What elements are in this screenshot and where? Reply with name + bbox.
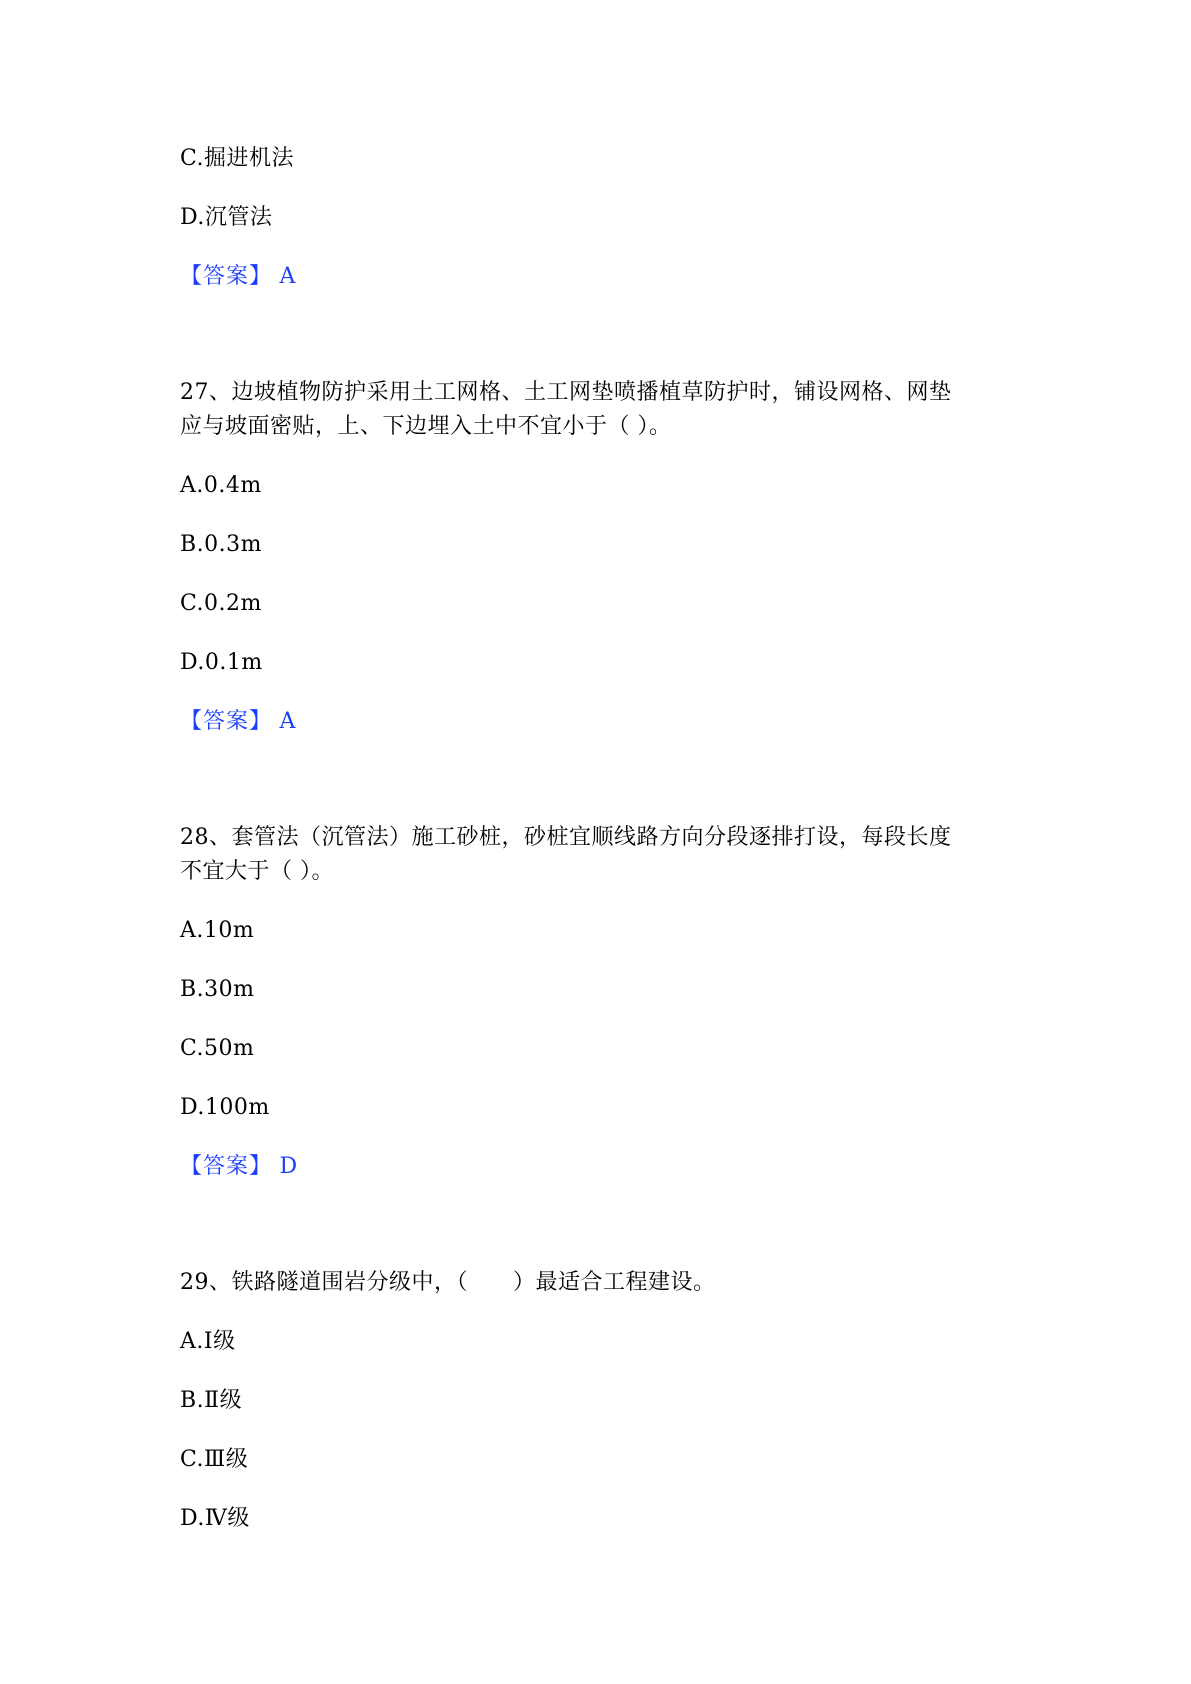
answer-label: 【答案】: [180, 264, 273, 289]
q28-stem-line2: 不宜大于（ ）。: [180, 859, 334, 884]
q28-option-d: D.100m: [180, 1095, 270, 1120]
q27-option-b: B.0.3m: [180, 532, 263, 557]
q29-option-d: D.Ⅳ级: [180, 1506, 250, 1531]
q27-option-d: D.0.1m: [180, 650, 263, 675]
answer-label: 【答案】: [180, 1154, 273, 1179]
q26-answer: [180, 260, 296, 294]
q29-option-b: B.Ⅱ级: [180, 1388, 243, 1413]
q28-option-a: A.10m: [180, 918, 255, 943]
q28-stem-line1: 28、套管法（沉管法）施工砂桩，砂桩宜顺线路方向分段逐排打设，每段长度: [180, 825, 952, 850]
q27-stem-line2: 应与坡面密贴，上、下边埋入土中不宜小于（ ）。: [180, 414, 672, 439]
q28-option-c: C.50m: [180, 1036, 255, 1061]
q28-option-b: B.30m: [180, 977, 255, 1002]
q27-answer: [180, 705, 296, 739]
answer-value: A: [279, 264, 296, 289]
q26-option-c: C.掘进机法: [180, 146, 295, 171]
q28-answer: [180, 1150, 298, 1184]
q26-option-d: D.沉管法: [180, 205, 273, 230]
answer-value: D: [279, 1154, 298, 1179]
q29-option-a: A.Ⅰ级: [180, 1329, 236, 1354]
q29-option-c: C.Ⅲ级: [180, 1447, 249, 1472]
q29-stem: 29、铁路隧道围岩分级中，（ ）最适合工程建设。: [180, 1270, 716, 1295]
q27-option-c: C.0.2m: [180, 591, 262, 616]
answer-value: A: [279, 709, 296, 734]
q27-stem-line1: 27、边坡植物防护采用土工网格、土工网垫喷播植草防护时，铺设网格、网垫: [180, 380, 952, 405]
q27-option-a: A.0.4m: [180, 473, 262, 498]
answer-label: 【答案】: [180, 709, 273, 734]
